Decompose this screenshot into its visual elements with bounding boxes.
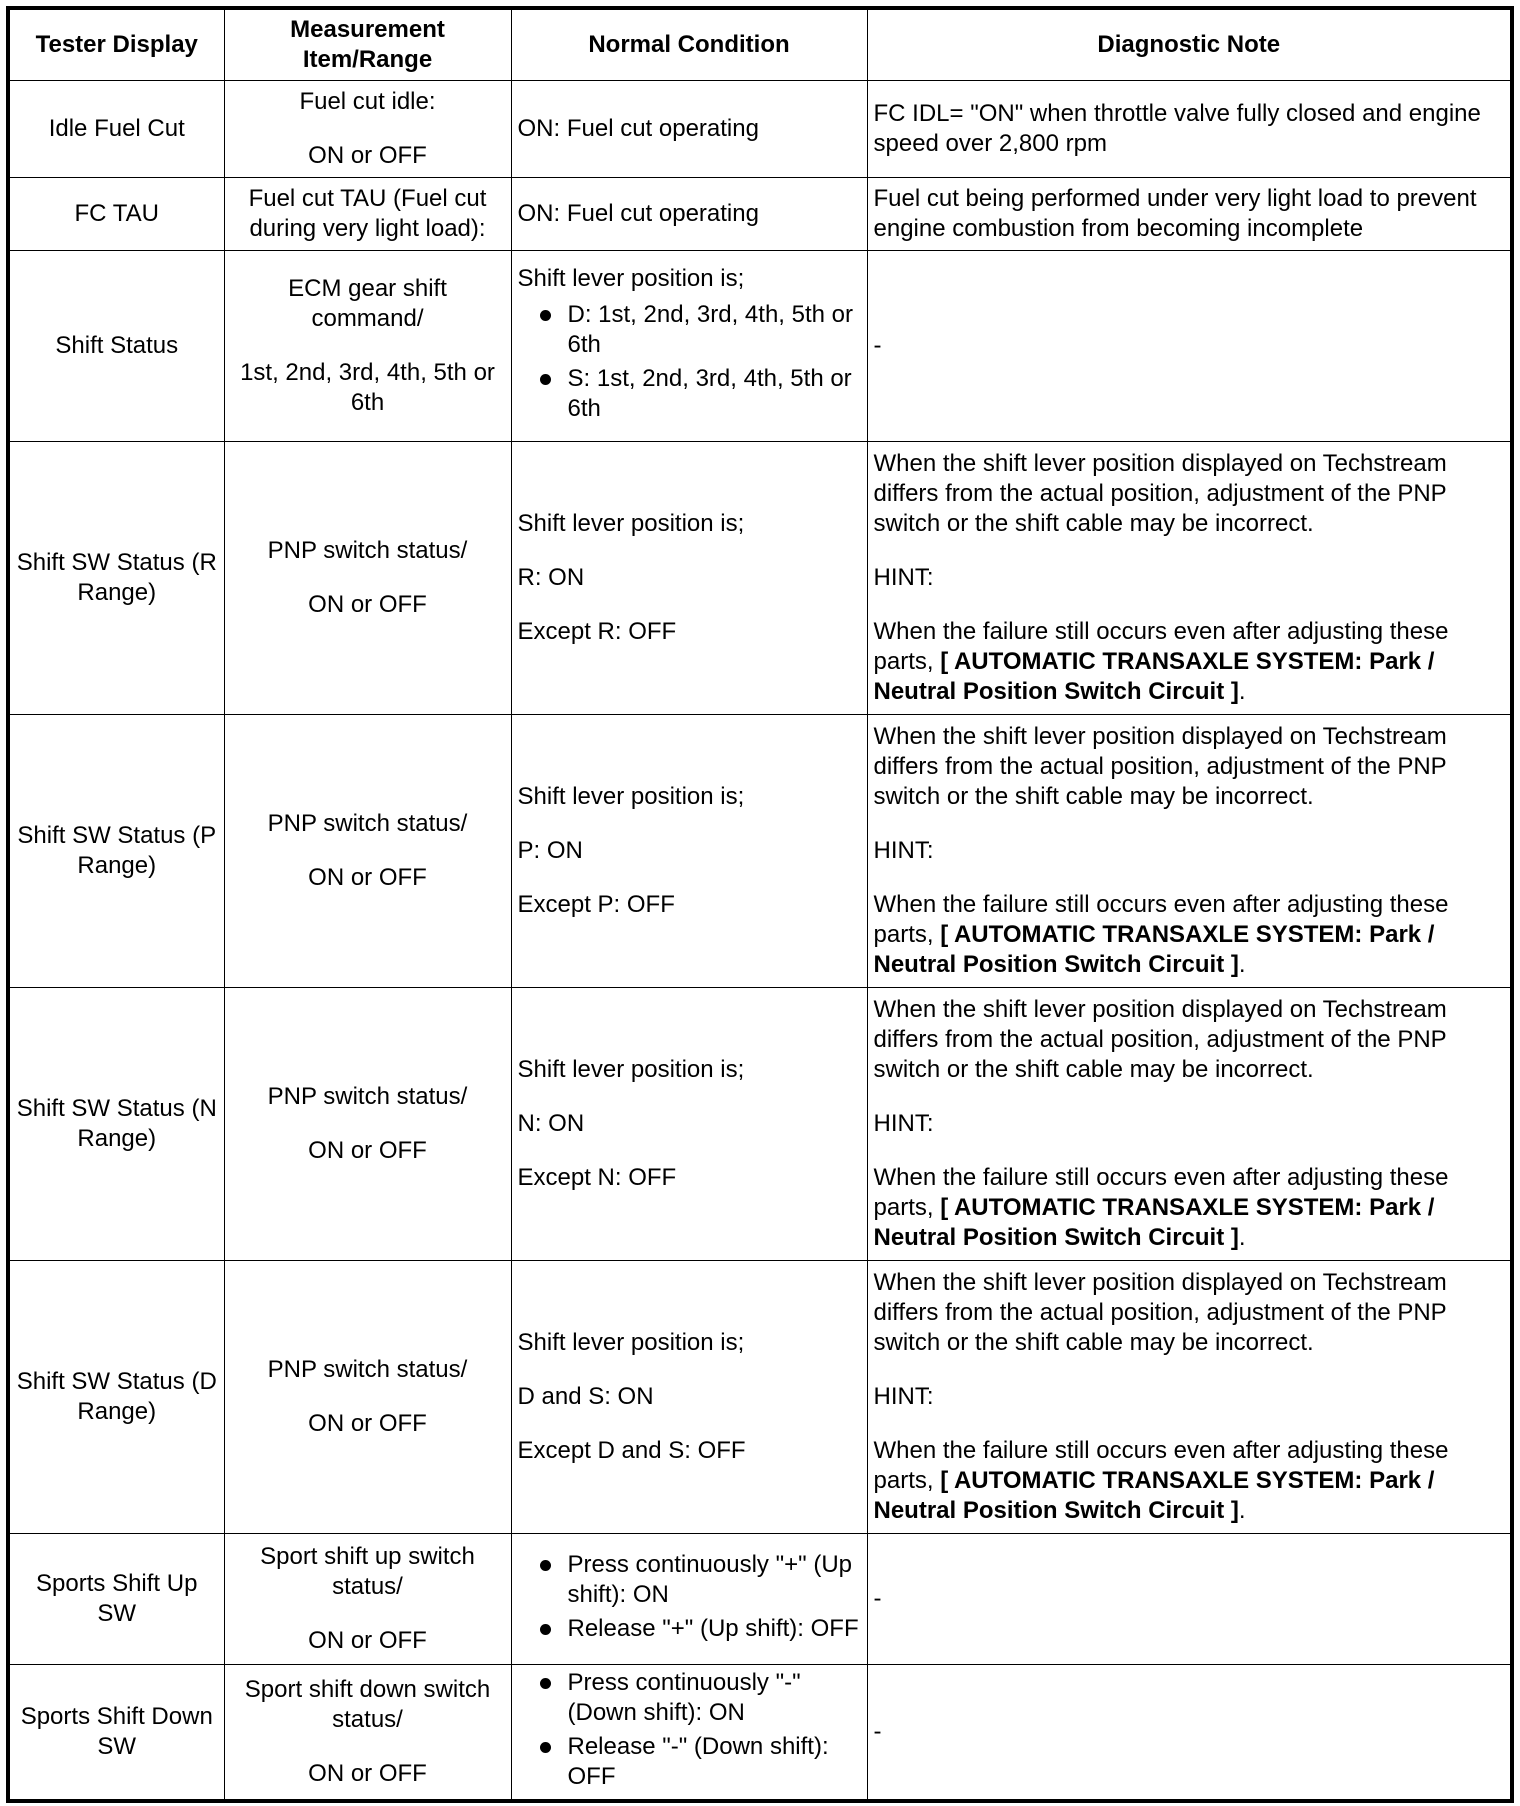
condition-line: Except P: OFF [517,891,675,918]
table-row [8,1534,1512,1665]
note-text: When the shift lever position displayed on Techstream differs from the actual position, adjustment of the PNP switch or the shift cable may be incorrect. [873,450,1447,537]
list-item [518,1550,861,1610]
measurement-line: Sport shift up switch status/ [260,1543,475,1600]
condition-line: Shift lever position is; [517,1329,745,1356]
condition-line: Shift lever position is; [517,265,745,292]
condition-bullet-list [518,1668,861,1792]
note-text: When the shift lever position displayed on Techstream differs from the actual position, adjustment of the PNP switch or the shift cable may be incorrect. [873,1269,1447,1356]
reference-link[interactable]: [ AUTOMATIC TRANSAXLE SYSTEM: Park / Neutral Position Switch Circuit ] [873,1194,1435,1251]
note-text: When the shift lever position displayed on Techstream differs from the actual position, adjustment of the PNP switch or the shift cable may be incorrect. [873,996,1447,1083]
note-period: . [1238,678,1246,705]
condition-line: Except N: OFF [517,1164,677,1191]
reference-link[interactable]: [ AUTOMATIC TRANSAXLE SYSTEM: Park / Neutral Position Switch Circuit ] [873,921,1435,978]
normal-condition-cell [511,988,867,1261]
note-hint: HINT: [873,1383,934,1410]
condition-line: Except D and S: OFF [517,1437,746,1464]
measurement-cell [224,1665,511,1802]
list-item [518,300,861,360]
note-hint: HINT: [873,564,934,591]
measurement-cell [224,442,511,715]
normal-condition-cell [511,442,867,715]
measurement-line: 1st, 2nd, 3rd, 4th, 5th or 6th [240,359,495,416]
measurement-cell [224,81,511,178]
measurement-line: PNP switch status/ [267,810,468,837]
table-row [8,715,1512,988]
note-text: - [873,332,882,359]
note-failure-lead: When the failure still occurs even after adjusting these parts, [873,1164,1449,1221]
note-period: . [1238,951,1246,978]
measurement-line: ON or OFF [308,1137,427,1164]
note-hint: HINT: [873,837,934,864]
bullet-text: S: 1st, 2nd, 3rd, 4th, 5th or 6th [567,365,852,422]
condition-line: Shift lever position is; [517,783,745,810]
measurement-cell [224,251,511,442]
note-failure-lead: When the failure still occurs even after adjusting these parts, [873,618,1449,675]
normal-condition-cell [511,715,867,988]
note-failure-lead: When the failure still occurs even after adjusting these parts, [873,1437,1449,1494]
diagnostic-note-cell [867,442,1512,715]
measurement-line: ON or OFF [308,591,427,618]
note-failure-text [874,890,1505,980]
diagnostic-note-cell [867,1534,1512,1665]
condition-bullet-list [518,300,861,424]
note-failure-text [874,1163,1505,1253]
measurement-line: Fuel cut idle: [299,88,436,115]
bullet-icon [540,1742,551,1753]
measurement-cell [224,1534,511,1665]
condition-line: D and S: ON [517,1383,654,1410]
diagnostic-note-cell [867,81,1512,178]
data-list-table [6,6,1514,1803]
condition-line: ON: Fuel cut operating [517,115,759,142]
note-text: - [873,1585,882,1612]
normal-condition-cell [511,251,867,442]
list-item [518,1668,861,1728]
measurement-cell [224,715,511,988]
normal-condition-cell [511,1665,867,1802]
note-period: . [1238,1497,1246,1524]
normal-condition-cell [511,1261,867,1534]
measurement-line: ON or OFF [308,1760,427,1787]
table-row [8,251,1512,442]
measurement-line: ON or OFF [308,1627,427,1654]
condition-line: ON: Fuel cut operating [517,200,759,227]
header-diagnostic-note: Diagnostic Note [867,8,1512,81]
table-row [8,81,1512,178]
list-item [518,364,861,424]
bullet-icon [540,310,551,321]
measurement-line: Fuel cut TAU (Fuel cut during very light load): [248,185,487,242]
tester-display-cell: Shift SW Status (R Range) [8,442,224,715]
header-tester-display: Tester Display [8,8,224,81]
note-period: . [1238,1224,1246,1251]
condition-line: N: ON [517,1110,585,1137]
condition-line: R: ON [517,564,585,591]
condition-line: Except R: OFF [517,618,677,645]
normal-condition-cell [511,178,867,251]
measurement-line: ON or OFF [308,142,427,169]
bullet-icon [540,374,551,385]
table-row [8,1261,1512,1534]
bullet-text: Release "-" (Down shift): OFF [567,1733,829,1790]
bullet-icon [540,1624,551,1635]
page [6,6,1510,1803]
diagnostic-note-cell [867,178,1512,251]
measurement-line: ON or OFF [308,1410,427,1437]
diagnostic-note-cell [867,1261,1512,1534]
tester-display-cell: Shift SW Status (D Range) [8,1261,224,1534]
bullet-text: Press continuously "-" (Down shift): ON [567,1669,801,1726]
header-measurement-item: Measurement Item/Range [224,8,511,81]
diagnostic-note-cell [867,1665,1512,1802]
header-row [8,8,1512,81]
condition-line: Shift lever position is; [517,510,745,537]
bullet-icon [540,1678,551,1689]
note-failure-text [874,1436,1505,1526]
bullet-icon [540,1560,551,1571]
measurement-line: PNP switch status/ [267,1356,468,1383]
bullet-text: D: 1st, 2nd, 3rd, 4th, 5th or 6th [567,301,853,358]
note-hint: HINT: [873,1110,934,1137]
measurement-cell [224,1261,511,1534]
measurement-line: ECM gear shift command/ [288,275,447,332]
note-failure-text [874,617,1505,707]
tester-display-cell: Idle Fuel Cut [8,81,224,178]
note-text: Fuel cut being performed under very light load to prevent engine combustion from becoming incomplete [873,185,1477,242]
measurement-line: ON or OFF [308,864,427,891]
diagnostic-note-cell [867,251,1512,442]
condition-line: Shift lever position is; [517,1056,745,1083]
table-row [8,988,1512,1261]
tester-display-cell: FC TAU [8,178,224,251]
tester-display-cell: Sports Shift Up SW [8,1534,224,1665]
normal-condition-cell [511,1534,867,1665]
normal-condition-cell [511,81,867,178]
measurement-line: PNP switch status/ [267,1083,468,1110]
tester-display-cell: Sports Shift Down SW [8,1665,224,1802]
note-failure-lead: When the failure still occurs even after adjusting these parts, [873,891,1449,948]
tester-display-cell: Shift SW Status (N Range) [8,988,224,1261]
table-row [8,442,1512,715]
diagnostic-note-cell [867,715,1512,988]
note-text: FC IDL= "ON" when throttle valve fully closed and engine speed over 2,800 rpm [873,100,1481,157]
note-text: - [873,1718,882,1745]
table-row [8,1665,1512,1802]
header-normal-condition: Normal Condition [511,8,867,81]
bullet-text: Press continuously "+" (Up shift): ON [567,1551,852,1608]
note-text: When the shift lever position displayed on Techstream differs from the actual position, adjustment of the PNP switch or the shift cable may be incorrect. [873,723,1447,810]
measurement-line: Sport shift down switch status/ [244,1676,491,1733]
reference-link[interactable]: [ AUTOMATIC TRANSAXLE SYSTEM: Park / Neutral Position Switch Circuit ] [873,1467,1435,1524]
list-item [518,1732,861,1792]
tester-display-cell: Shift SW Status (P Range) [8,715,224,988]
measurement-cell [224,178,511,251]
table-row [8,178,1512,251]
diagnostic-note-cell [867,988,1512,1261]
tester-display-cell: Shift Status [8,251,224,442]
condition-line: P: ON [517,837,583,864]
measurement-cell [224,988,511,1261]
measurement-line: PNP switch status/ [267,537,468,564]
reference-link[interactable]: [ AUTOMATIC TRANSAXLE SYSTEM: Park / Neutral Position Switch Circuit ] [873,648,1435,705]
bullet-text: Release "+" (Up shift): OFF [567,1615,859,1642]
list-item [518,1614,861,1644]
condition-bullet-list [518,1550,861,1644]
